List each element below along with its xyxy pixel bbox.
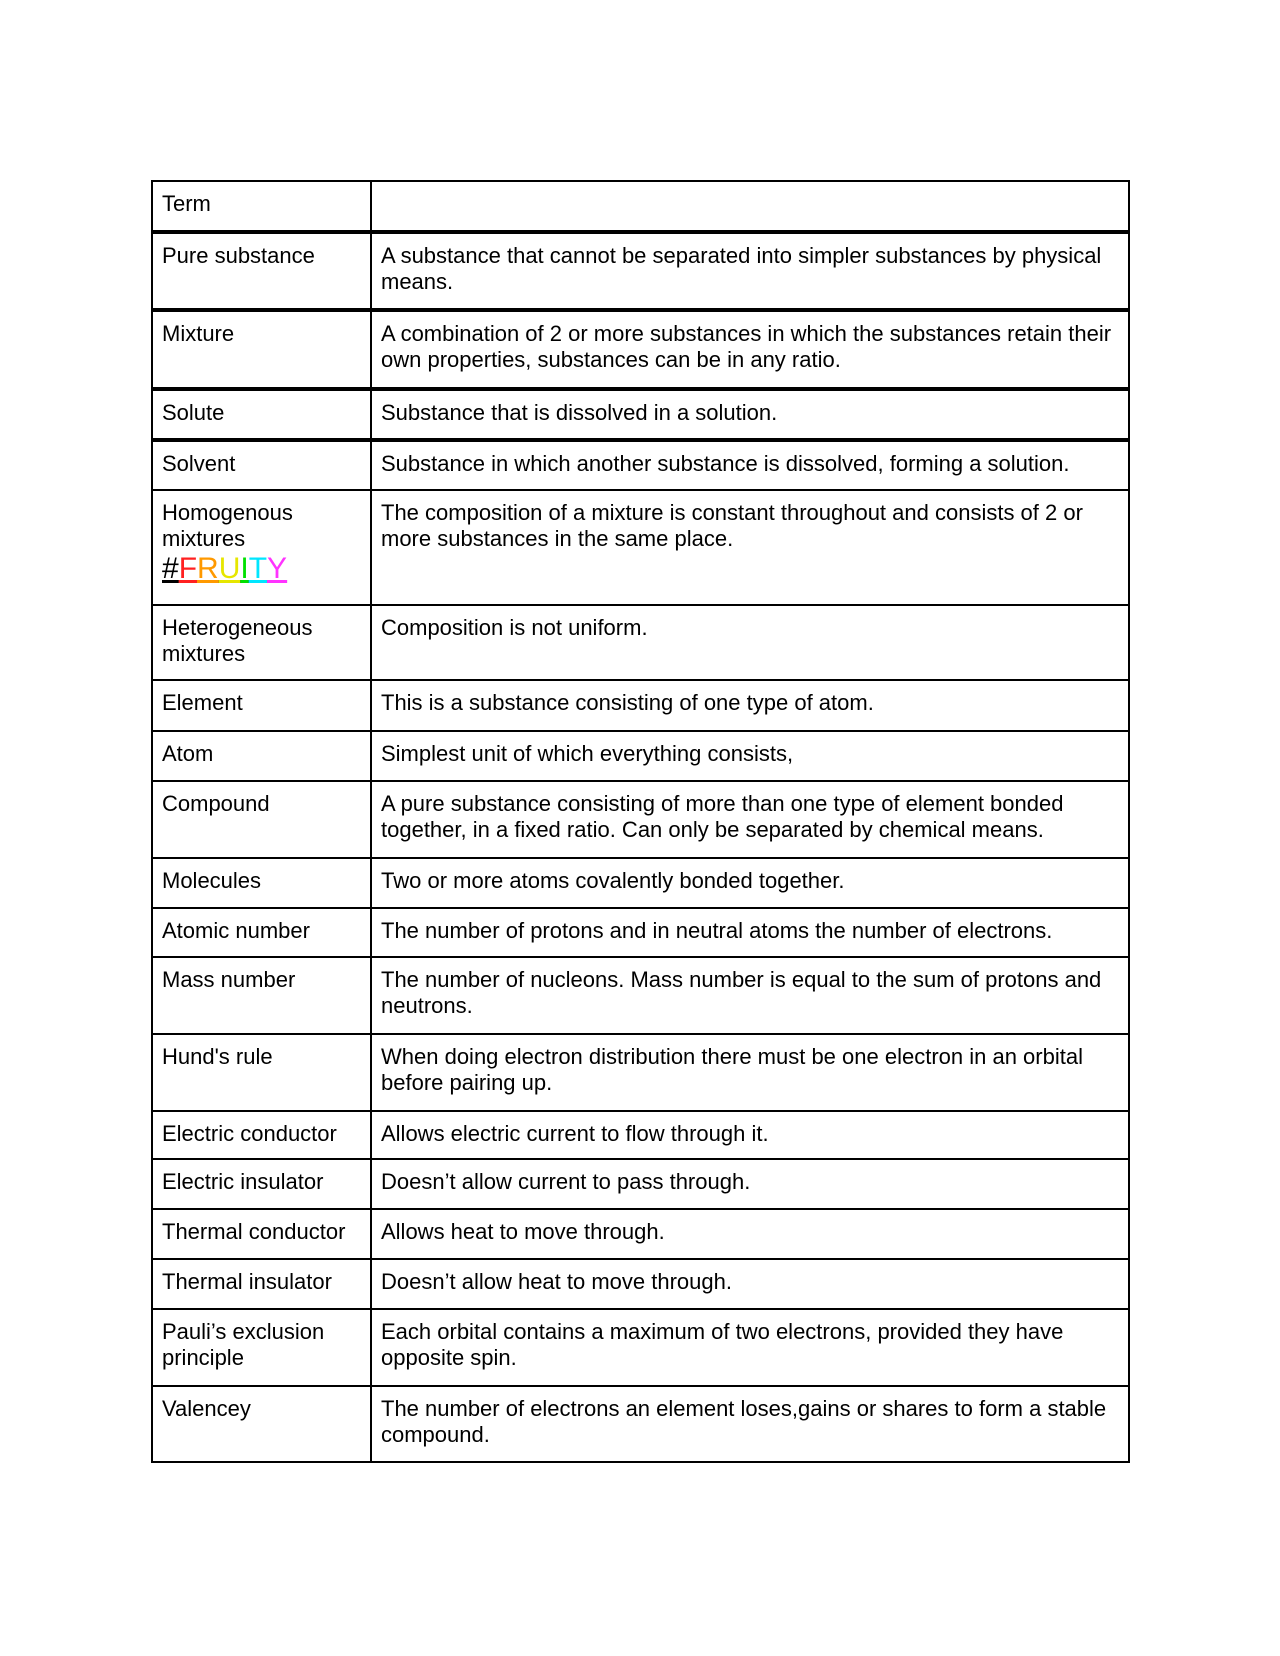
definition-cell: A pure substance consisting of more than one type of element bonded together, in a fixed ratio. Can only be separated by chemical means. [371,781,1129,858]
term-text: Pure substance [162,243,315,268]
definition-cell: A substance that cannot be separated into simpler substances by physical means. [371,232,1129,310]
header-term: Term [152,181,371,232]
term-cell [152,1034,371,1111]
definition-cell: Doesn’t allow heat to move through. [371,1259,1129,1309]
term-text: Solute [162,400,225,425]
definition-cell: Simplest unit of which everything consists, [371,731,1129,781]
definition-cell: The number of electrons an element loses,gains or shares to form a stable compound. [371,1386,1129,1462]
table-row [152,731,1129,781]
header-definition [371,181,1129,232]
term-cell [152,680,371,731]
definition-cell: The number of nucleons. Mass number is equal to the sum of protons and neutrons. [371,957,1129,1034]
table-row [152,1111,1129,1159]
table-row [152,605,1129,680]
term-cell [152,731,371,781]
fruity-letter: F [178,552,198,585]
fruity-letter: T [248,552,268,585]
term-cell [152,957,371,1034]
term-text: Mass number [162,967,296,992]
term-text: Compound [162,791,270,816]
table-row [152,490,1129,605]
term-cell [152,440,371,490]
term-cell [152,1309,371,1386]
term-cell [152,908,371,957]
table-row [152,389,1129,440]
definition-cell: A combination of 2 or more substances in which the substances retain their own properties, substances can be in any ratio. [371,310,1129,389]
definition-cell: Allows electric current to flow through it. [371,1111,1129,1159]
term-cell [152,1259,371,1309]
definition-cell: Allows heat to move through. [371,1209,1129,1259]
fruity-letter: U [218,552,241,585]
table-row [152,232,1129,310]
term-text: Valencey [162,1396,251,1421]
term-cell [152,1386,371,1462]
term-cell [152,1209,371,1259]
term-cell [152,310,371,389]
term-text: Thermal insulator [162,1269,332,1294]
term-text: Electric insulator [162,1169,324,1194]
glossary-table [151,180,1130,1463]
table-row [152,908,1129,957]
term-cell [152,605,371,680]
definition-cell: The composition of a mixture is constant throughout and consists of 2 or more substances in the same place. [371,490,1129,605]
definition-cell: This is a substance consisting of one type of atom. [371,680,1129,731]
table-row [152,680,1129,731]
fruity-letter: Y [267,552,288,585]
fruity-tag [162,552,361,586]
table-row [152,1309,1129,1386]
definition-cell: The number of protons and in neutral atoms the number of electrons. [371,908,1129,957]
term-cell [152,1111,371,1159]
definition-cell: Substance in which another substance is dissolved, forming a solution. [371,440,1129,490]
term-text: Hund's rule [162,1044,273,1069]
header-row [152,181,1129,232]
table-row [152,1034,1129,1111]
table-row [152,1209,1129,1259]
fruity-letter: # [162,552,179,585]
table-row [152,1159,1129,1209]
term-text: Atom [162,741,214,766]
term-text: Mixture [162,321,235,346]
definition-cell: When doing electron distribution there must be one electron in an orbital before pairing up. [371,1034,1129,1111]
term-cell [152,858,371,908]
term-text: Atomic number [162,918,310,943]
definition-cell: Substance that is dissolved in a solution. [371,389,1129,440]
term-text: Heterogeneous mixtures [162,615,313,666]
table-row [152,781,1129,858]
term-cell [152,389,371,440]
term-text: Element [162,690,243,715]
term-text: Solvent [162,451,236,476]
table-row [152,1386,1129,1462]
term-text: Thermal conductor [162,1219,346,1244]
table-row [152,1259,1129,1309]
definition-cell: Two or more atoms covalently bonded together. [371,858,1129,908]
term-cell [152,781,371,858]
term-text: Homogenous mixtures [162,500,293,551]
term-text: Electric conductor [162,1121,337,1146]
table-row [152,440,1129,490]
term-cell [152,1159,371,1209]
definition-cell: Doesn’t allow current to pass through. [371,1159,1129,1209]
term-text: Molecules [162,868,262,893]
fruity-letter: R [197,552,219,585]
term-text: Pauli’s exclusion principle [162,1319,325,1370]
table-row [152,310,1129,389]
table-row [152,858,1129,908]
term-cell [152,232,371,310]
fruity-letter: I [240,552,249,585]
definition-cell: Composition is not uniform. [371,605,1129,680]
table-row [152,957,1129,1034]
definition-cell: Each orbital contains a maximum of two electrons, provided they have opposite spin. [371,1309,1129,1386]
term-cell [152,490,371,605]
